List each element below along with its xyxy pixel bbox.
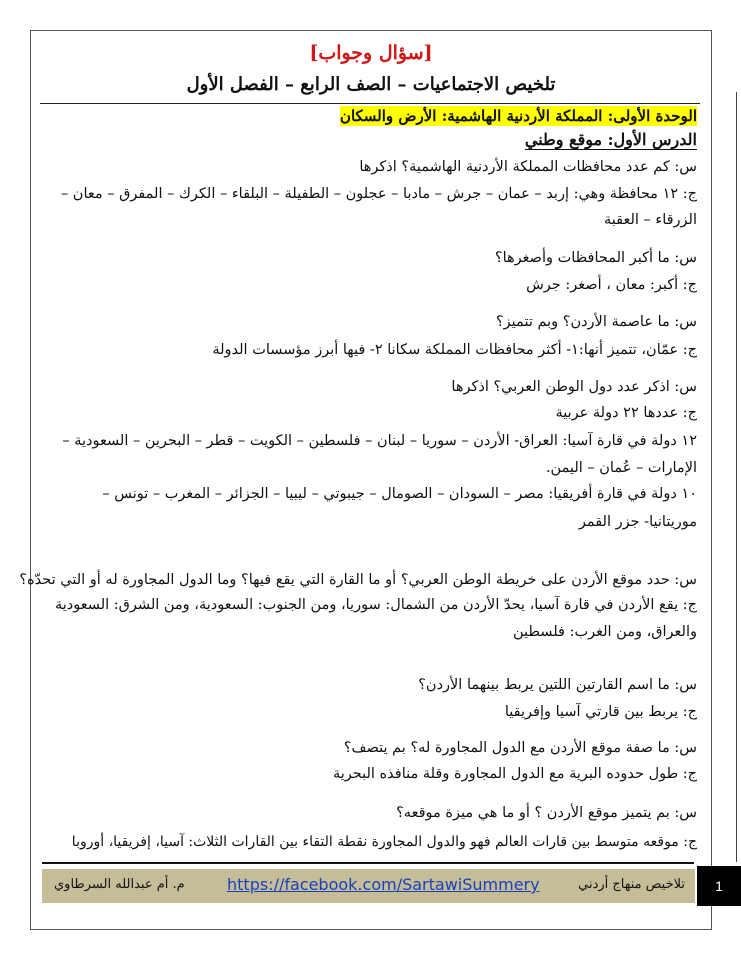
answer: ج: يربط بين قارتي آسيا وإفريقيا xyxy=(504,704,697,720)
answer: الإمارات – عُمان – اليمن. xyxy=(545,460,697,476)
answer: ج: عددها ٢٢ دولة عربية xyxy=(555,405,697,421)
question: س: حدد موقع الأردن على خريطة الوطن العربي؟ أو ما القارة التي يقع فيها؟ وما الدول المجاورة له أو التي تحدّه؟ xyxy=(19,572,697,588)
answer: والعراق، ومن الغرب: فلسطين xyxy=(513,624,697,640)
unit-heading: الوحدة الأولى: المملكة الأردنية الهاشمية: الأرض والسكان xyxy=(339,107,697,125)
question: س: كم عدد محافظات المملكة الأردنية الهاشمية؟ اذكرها xyxy=(359,159,697,175)
question: س: ما أكبر المحافظات وأصغرها؟ xyxy=(494,250,697,266)
footer-bar xyxy=(42,869,695,903)
question: س: ما اسم القارتين اللتين يربط بينهما الأردن؟ xyxy=(418,677,697,693)
answer: ١٠ دولة في قارة أفريقيا: مصر – السودان – الصومال – جيبوتي – ليبيا – الجزائر – المغرب – تونس – xyxy=(102,486,697,502)
doc-tag: [سؤال وجواب] xyxy=(309,42,433,64)
answer: ج: يقع الأردن في قارة آسيا، يحدّ الأردن من الشمال: سوريا، ومن الجنوب: السعودية، ومن الشرق: السعودية xyxy=(55,597,697,613)
title-divider xyxy=(40,103,700,104)
answer: ج: طول حدوده البرية مع الدول المجاورة وقلة منافذه البحرية xyxy=(332,766,697,782)
footer-link[interactable]: https://facebook.com/SartawiSummery xyxy=(227,875,540,894)
question: س: ما عاصمة الأردن؟ وبم تتميز؟ xyxy=(495,314,697,330)
lesson-heading: الدرس الأول: موقع وطني xyxy=(524,130,697,149)
answer: ١٢ دولة في قارة آسيا: العراق- الأردن – سوريا – لبنان – فلسطين – الكويت – قطر – البحرين – السعودية – xyxy=(62,433,697,449)
answer: ج: موقعه متوسط بين قارات العالم فهو والدول المجاورة نقطة التقاء بين القارات الثلاث: آسيا، إفريقيا، أوروبا xyxy=(71,834,697,850)
question: س: بم يتميز موقع الأردن ؟ أو ما هي ميزة موقعه؟ xyxy=(396,805,697,821)
answer: ج: عمّان، تتميز أنها:١- أكثر محافظات المملكة سكانا ٢- فيها أبرز مؤسسات الدولة xyxy=(212,342,697,358)
page-number: 1 xyxy=(697,866,741,906)
answer: ج: ١٢ محافظة وهي: إربد – عمان – جرش – مادبا – عجلون – الطفيلة – البلقاء – الكرك – المفرق – معان – xyxy=(60,186,697,202)
footer-series: تلاخيص منهاج أردني xyxy=(578,877,685,892)
footer-divider xyxy=(42,862,694,864)
question: س: ما صفة موقع الأردن مع الدول المجاورة له؟ بم يتصف؟ xyxy=(343,740,697,756)
footer-author: م. أم عبدالله السرطاوي xyxy=(54,877,185,892)
answer: الزرقاء – العقبة xyxy=(603,212,697,228)
doc-title: تلخيص الاجتماعيات – الصف الرابع – الفصل الأول xyxy=(186,74,556,95)
answer: موريتانيا- جزر القمر xyxy=(578,514,697,530)
margin-line xyxy=(736,92,737,862)
question: س: اذكر عدد دول الوطن العربي؟ اذكرها xyxy=(451,379,697,395)
answer: ج: أكبر: معان ، أصغر: جرش xyxy=(526,277,697,293)
